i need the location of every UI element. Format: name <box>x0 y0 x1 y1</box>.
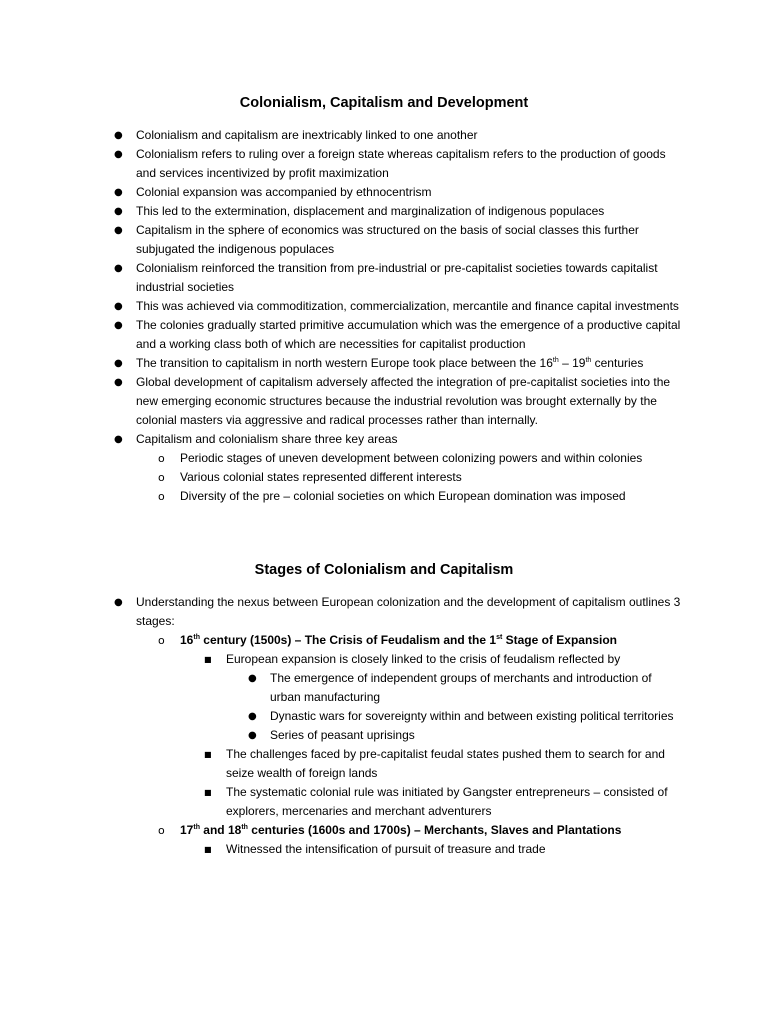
list-item: ● Colonial expansion was accompanied by ethnocentrism <box>136 183 681 202</box>
bullet-icon: ● <box>114 206 123 217</box>
bullet-icon: ● <box>248 711 257 722</box>
list-item: ● The emergence of independent groups of merchants and introduction of urban manufacturing <box>248 671 652 704</box>
list-item: ● Global development of capitalism adversely affected the integration of pre-capitalist societies into the new emerging economic structures because the industrial revolution was brought externally by the colonial masters via aggressive and radical processes rather than internally. <box>114 375 671 427</box>
bullet-icon: ● <box>248 730 257 741</box>
bullet-icon: ● <box>114 225 123 236</box>
page-title: Colonialism, Capitalism and Development <box>239 95 529 111</box>
list-item: ■ European expansion is closely linked to the crisis of feudalism reflected by ● The emergence of independent groups of merchants and introduction of urban manufacturing ● Dynastic wars for sovereignty within and between existing political territories ● Series of peasant uprisings <box>226 650 681 745</box>
bullet-icon: ● <box>114 130 123 141</box>
list-item: ● Colonialism and capitalism are inextricably linked to one another <box>136 126 681 145</box>
bullet-icon: ● <box>114 149 123 160</box>
list-item: ● The transition to capitalism in north western Europe took place between the 16th – 19th centuries <box>136 354 681 373</box>
bullet-icon: ● <box>114 358 123 369</box>
list-item: ● Understanding the nexus between European colonization and the development of capitalism outlines 3 stages: o 16th century (1500s) – The Crisis of Feudalism and the 1st Stage of Expansion ■ European expansion is closely linked to the crisis of feudalism reflected by ● The emergence of independent groups of merchants and introduction of urban manufacturing ● Dynastic wars for sovereignty within and between existing political territories ● Series of peasant uprisings ■ The challenges faced by pre-capitalist feudal states pushed them to search for and seize wealth of foreign lands ■ The systematic colonial rule was initiated by Gangster entrepreneurs – consisted of explorers, mercenaries and merchant adventurers o 17th and 18th centuries (1600s and 1700s) – Merchants, Slaves and Plantations ■ Witnessed the intensification of pursuit of treasure and trade <box>136 593 681 859</box>
bullet-icon: ● <box>114 301 123 312</box>
square-bullet-icon: ■ <box>204 788 212 797</box>
list-item: o Periodic stages of uneven development between colonizing powers and within colonies <box>180 449 681 468</box>
stage1-details <box>204 650 681 821</box>
circle-bullet-icon: o <box>158 452 165 465</box>
circle-bullet-icon: o <box>158 471 165 484</box>
stage-item: o 17th and 18th centuries (1600s and 1700s) – Merchants, Slaves and Plantations ■ Witnessed the intensification of pursuit of treasure and trade <box>180 821 681 859</box>
square-bullet-icon: ■ <box>204 845 212 854</box>
list-item: ● The colonies gradually started primitive accumulation which was the emergence of a productive capital and a working class both of which are necessities for capitalist production <box>114 318 681 351</box>
bullet-icon: ● <box>114 320 123 331</box>
crisis-list <box>248 669 681 745</box>
list-item: ■ Witnessed the intensification of pursuit of treasure and trade <box>226 840 681 859</box>
key-areas-list <box>158 449 681 506</box>
list-item: o Diversity of the pre – colonial societies on which European domination was imposed <box>180 487 681 506</box>
section-title: Stages of Colonialism and Capitalism <box>254 562 514 578</box>
stages-bullet-list <box>114 593 681 859</box>
bullet-icon: ● <box>114 597 123 608</box>
stage2-details <box>204 840 681 859</box>
list-item: o Various colonial states represented different interests <box>180 468 681 487</box>
list-item: ● Capitalism and colonialism share three key areas o Periodic stages of uneven development between colonizing powers and within colonies o Various colonial states represented different interests o Diversity of the pre – colonial societies on which European domination was imposed <box>136 430 681 506</box>
list-item: ● Series of peasant uprisings <box>270 726 681 745</box>
bullet-icon: ● <box>114 377 123 388</box>
bullet-icon: ● <box>248 673 257 684</box>
square-bullet-icon: ■ <box>204 750 212 759</box>
list-item: ■ The systematic colonial rule was initiated by Gangster entrepreneurs – consisted of explorers, mercenaries and merchant adventurers <box>204 785 668 818</box>
circle-bullet-icon: o <box>158 490 165 503</box>
stages-list <box>158 631 681 859</box>
list-item: ● Colonialism refers to ruling over a foreign state whereas capitalism refers to the production of goods and services incentivized by profit maximization <box>114 147 666 180</box>
circle-bullet-icon: o <box>158 634 165 647</box>
main-bullet-list <box>114 126 681 506</box>
list-item: ● This was achieved via commoditization, commercialization, mercantile and finance capital investments <box>136 297 681 316</box>
list-item: ■ The challenges faced by pre-capitalist feudal states pushed them to search for and seize wealth of foreign lands <box>204 747 665 780</box>
list-item: ● Capitalism in the sphere of economics was structured on the basis of social classes this further subjugated the indigenous populaces <box>114 223 639 256</box>
list-item: ● Colonialism reinforced the transition from pre-industrial or pre-capitalist societies towards capitalist industrial societies <box>114 261 658 294</box>
circle-bullet-icon: o <box>158 824 165 837</box>
list-item: ● This led to the extermination, displacement and marginalization of indigenous populaces <box>136 202 681 221</box>
square-bullet-icon: ■ <box>204 655 212 664</box>
list-item: ● Dynastic wars for sovereignty within and between existing political territories <box>270 707 681 726</box>
bullet-icon: ● <box>114 187 123 198</box>
bullet-icon: ● <box>114 434 123 445</box>
stage-item: o 16th century (1500s) – The Crisis of Feudalism and the 1st Stage of Expansion ■ European expansion is closely linked to the crisis of feudalism reflected by ● The emergence of independent groups of merchants and introduction of urban manufacturing ● Dynastic wars for sovereignty within and between existing political territories ● Series of peasant uprisings ■ The challenges faced by pre-capitalist feudal states pushed them to search for and seize wealth of foreign lands ■ The systematic colonial rule was initiated by Gangster entrepreneurs – consisted of explorers, mercenaries and merchant adventurers <box>180 631 681 821</box>
bullet-icon: ● <box>114 263 123 274</box>
